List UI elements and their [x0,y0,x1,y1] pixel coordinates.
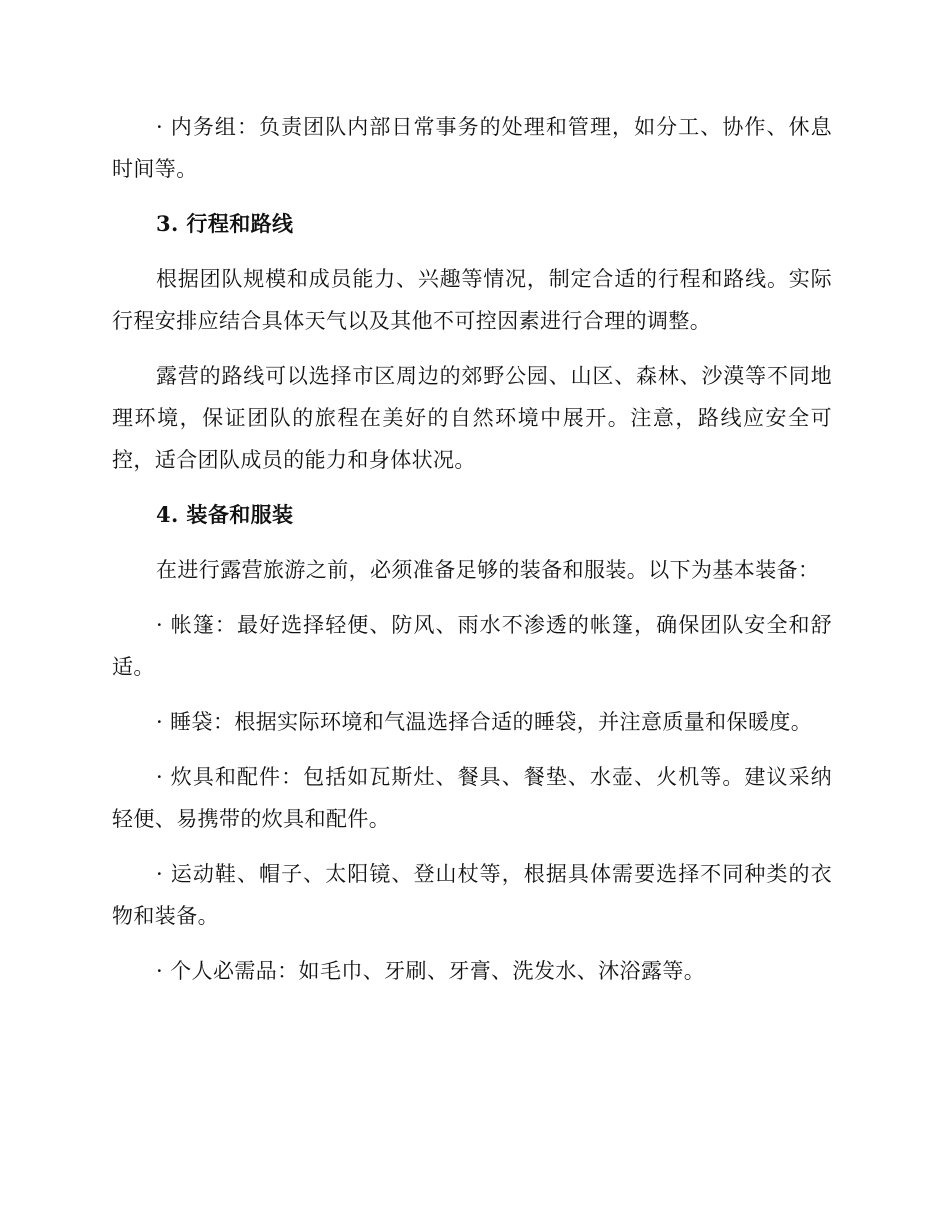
heading-itinerary-route: 3. 行程和路线 [156,211,294,236]
list-item-clothing-gear: · 运动鞋、帽子、太阳镜、登山杖等，根据具体需要选择不同种类的衣物和装备。 [112,862,832,928]
paragraph-itinerary-plan: 根据团队规模和成员能力、兴趣等情况，制定合适的行程和路线。实际行程安排应结合具体天气以及其他不可控因素进行合理的调整。 [112,267,832,333]
document-body [112,106,832,1005]
paragraph-route-choice: 露营的路线可以选择市区周边的郊野公园、山区、森林、沙漠等不同地理环境，保证团队的旅程在美好的自然环境中展开。注意，路线应安全可控，适合团队成员的能力和身体状况。 [112,364,832,472]
list-item-sleeping-bag: · 睡袋：根据实际环境和气温选择合适的睡袋，并注意质量和保暖度。 [156,710,813,734]
paragraph-logistics-group: · 内务组：负责团队内部日常事务的处理和管理，如分工、协作、休息时间等。 [112,115,832,181]
list-item-tent: · 帐篷：最好选择轻便、防风、雨水不渗透的帐篷，确保团队安全和舒适。 [112,613,832,679]
list-item-personal-necessities: · 个人必需品：如毛巾、牙刷、牙膏、洗发水、沐浴露等。 [156,959,706,983]
paragraph-equipment-intro: 在进行露营旅游之前，必须准备足够的装备和服装。以下为基本装备： [156,558,820,582]
heading-equipment-clothing: 4. 装备和服装 [156,502,294,527]
list-item-cookware: · 炊具和配件：包括如瓦斯灶、餐具、餐垫、水壶、火机等。建议采纳轻便、易携带的炊具和配件。 [112,765,832,831]
